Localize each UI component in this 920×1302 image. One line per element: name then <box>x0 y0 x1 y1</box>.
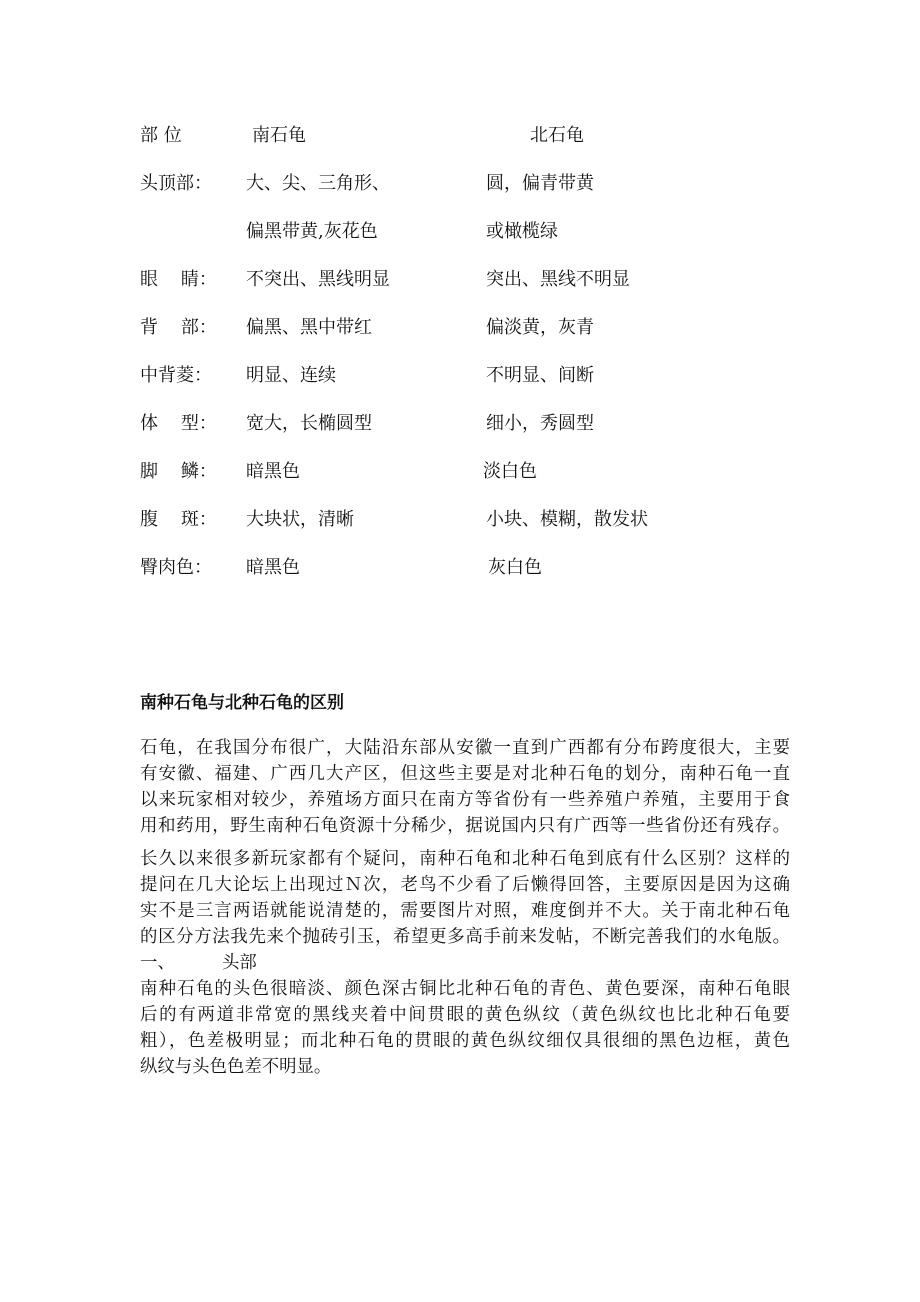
paragraph-line: 长久以来很多新玩家都有个疑问，南种石龟和北种石龟到底有什么区别？这样的 <box>140 849 790 869</box>
paragraph-2 <box>140 846 790 950</box>
paragraph-line: 以来玩家相对较少，养殖场方面只在南方等省份有一些养殖户养殖，主要用于食 <box>140 790 790 810</box>
row-north: 淡白色 <box>483 461 537 482</box>
table-row <box>0 505 920 535</box>
row-north: 突出、黑线不明显 <box>486 269 630 290</box>
row-south: 大、尖、三角形、 <box>246 173 390 194</box>
paragraph-line: 有安徽、福建、广西几大产区，但这些主要是对北种石龟的划分，南种石龟一直 <box>140 764 790 784</box>
table-row <box>0 553 920 583</box>
row-part: 体 型： <box>140 413 217 434</box>
section-heading <box>140 950 257 976</box>
row-part: 腹 斑： <box>140 509 217 530</box>
table-row <box>0 313 920 343</box>
row-south: 偏黑带黄,灰花色 <box>246 221 378 242</box>
row-part: 眼 睛： <box>140 269 217 290</box>
row-part: 背 部： <box>140 317 217 338</box>
paragraph-line: 用和药用，野生南种石龟资源十分稀少，据说国内只有广西等一些省份还有残存。 <box>140 816 790 836</box>
paragraph-line: 南种石龟的头色很暗淡、颜色深古铜比北种石龟的青色、黄色要深，南种石龟眼 <box>140 979 790 999</box>
paragraph-1 <box>140 735 790 839</box>
paragraph-line: 实不是三言两语就能说清楚的，需要图片对照，难度倒并不大。关于南北种石龟 <box>140 901 790 921</box>
paragraph-line: 石龟，在我国分布很广，大陆沿东部从安徽一直到广西都有分布跨度很大，主要 <box>140 738 790 758</box>
row-south: 暗黑色 <box>246 557 300 578</box>
row-part: 臀肉色： <box>140 557 212 578</box>
table-row <box>0 457 920 487</box>
paragraph-3 <box>140 976 790 1080</box>
section-title: 头部 <box>222 953 257 973</box>
row-north: 小块、模糊，散发状 <box>486 509 648 530</box>
paragraph-line: 粗），色差极明显；而北种石龟的贯眼的黄色纵纹细仅具很细的黑色边框，黄色 <box>140 1031 790 1051</box>
paragraph-line: 的区分方法我先来个抛砖引玉，希望更多高手前来发帖，不断完善我们的水龟版。 <box>140 927 790 947</box>
header-south: 南石龟 <box>252 125 306 146</box>
article-title: 南种石龟与北种石龟的区别 <box>140 693 344 713</box>
table-row <box>0 409 920 439</box>
row-part: 中背菱： <box>140 365 212 386</box>
row-south: 不突出、黑线明显 <box>246 269 390 290</box>
row-north: 圆，偏青带黄 <box>486 173 594 194</box>
row-north: 不明显、间断 <box>486 365 594 386</box>
table-row <box>0 361 920 391</box>
row-part: 头顶部： <box>140 173 212 194</box>
row-north: 或橄榄绿 <box>486 221 558 242</box>
row-south: 明显、连续 <box>246 365 336 386</box>
table-row <box>0 169 920 199</box>
row-south: 大块状，清晰 <box>246 509 354 530</box>
row-north: 灰白色 <box>488 557 542 578</box>
row-south: 暗黑色 <box>246 461 300 482</box>
row-south: 宽大，长椭圆型 <box>246 413 372 434</box>
row-north: 偏淡黄，灰青 <box>486 317 594 338</box>
table-row <box>0 265 920 295</box>
paragraph-line: 纵纹与头色色差不明显。 <box>140 1057 332 1077</box>
row-north: 细小，秀圆型 <box>486 413 594 434</box>
paragraph-line: 提问在几大论坛上出现过Ｎ次，老鸟不少看了后懒得回答，主要原因是因为这确 <box>140 875 790 895</box>
section-number: 一、 <box>140 953 175 973</box>
table-row <box>0 217 920 247</box>
row-part: 脚 鳞： <box>140 461 217 482</box>
table-header-row <box>0 121 920 151</box>
row-south: 偏黑、黑中带红 <box>246 317 372 338</box>
header-part: 部 位 <box>140 125 182 146</box>
paragraph-line: 后的有两道非常宽的黑线夹着中间贯眼的黄色纵纹（黄色纵纹也比北种石龟要 <box>140 1005 790 1025</box>
header-north: 北石龟 <box>530 125 584 146</box>
